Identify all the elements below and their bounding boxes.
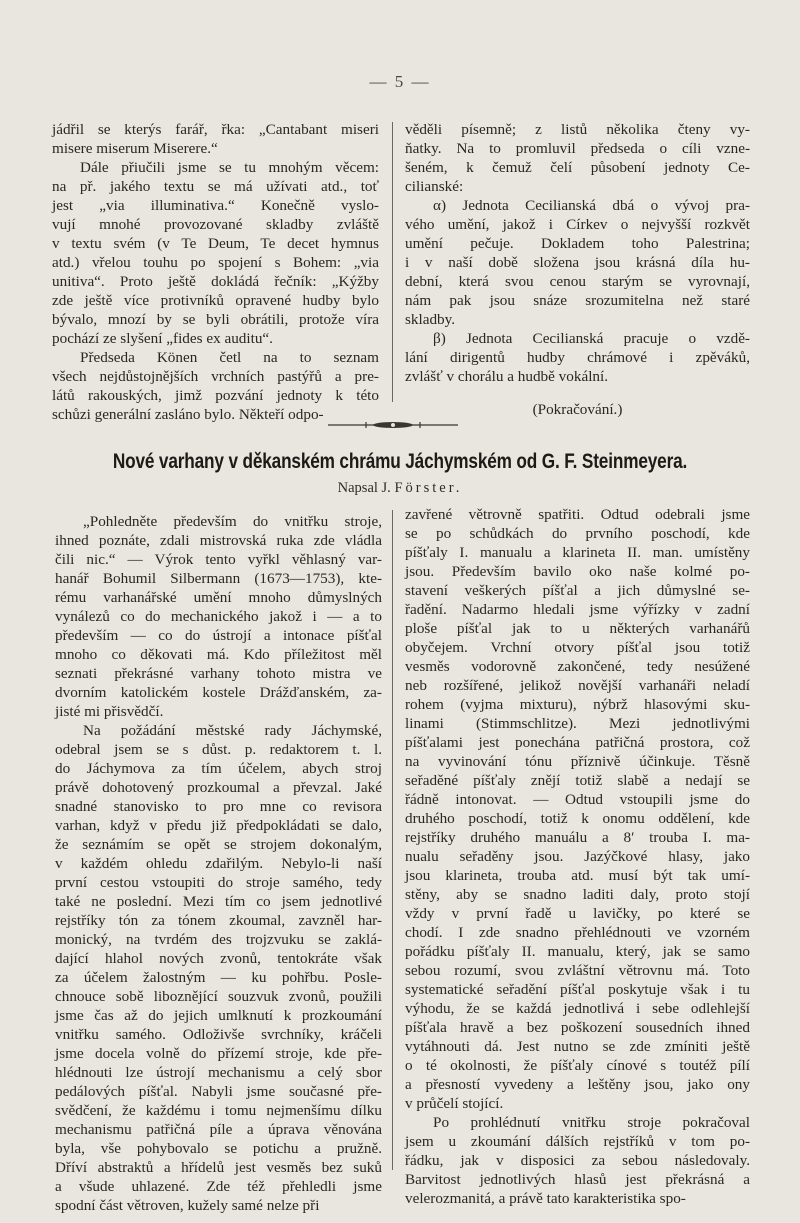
text-line: vého umění, jakož i Církev o nejvyšší rozkvět (405, 216, 750, 233)
text-line: linami (Stimmschlitze). Mezi jednotlivými (405, 715, 750, 732)
byline-prefix: Napsal J. (337, 480, 391, 496)
text-line: se po schůdkách do prvního poschodí, kde (405, 525, 750, 542)
text-line: na vyvinování tónu příznivě účinkuje. Těsně (405, 753, 750, 770)
text-line: obyčejem. Vrchní otvory píšťal jsou totiž (405, 639, 750, 656)
text-line: v textu svém (v Te Deum, Te decet hymnus (52, 235, 379, 252)
text-line: chnouce sobě libozněјící souzvuk zvonů, použili (55, 988, 382, 1005)
text-line: jsme čas až do jejich umlknutí k prozkoumání (55, 1007, 382, 1024)
text-line: jsem u zkoumání dálších rejstříků v tom po- (405, 1133, 750, 1150)
text-line: vesměs vodorovně zakončené, tedy nesúžené (405, 658, 750, 675)
continuation-note-wrap (405, 388, 750, 419)
text-line: dající hlahol nových zvonů, tentokráte však (55, 950, 382, 967)
text-line: píšťaly I. manualu a klarineta II. man. umístěny (405, 544, 750, 561)
text-line: vují mnohé provozované skladby zvláště (52, 216, 379, 233)
text-line: i v naší době složena jsou krásná díla hu- (405, 254, 750, 271)
article-title: Nové varhany v děkanském chrámu Jáchymském od G. F. Steinmeyera. (112, 450, 688, 473)
text-line: stavení veškerých píšťal a jich důmyslné se- (405, 582, 750, 599)
text-line: spodní část větroven, kužely samé nelze při (55, 1197, 320, 1214)
text-line: nám pak jsou snáze srozumitelna než staré (405, 292, 750, 309)
text-line: rohem (vyjma mixturu), nýbrž hlasovými sku- (405, 696, 750, 713)
text-line: Na požádání městské rady Jáchymské, (83, 722, 382, 739)
text-line: vždy v první řadě u lavičky, po které se (405, 905, 750, 922)
text-line: věděli písemně; z listů několika čteny vy- (405, 121, 750, 138)
text-line: čili nic.“ — Výrok tento vyřkl věhlasný var- (55, 551, 382, 568)
text-line: stěny, aby se snadno laditi daly, proto stojí (405, 886, 750, 903)
text-line: zavřené větrovně spatřiti. Odtud odebrali jsme (405, 506, 750, 523)
text-line: rejstříky druhého manuálu a 8′ trouba I. ma- (405, 829, 750, 846)
text-line: schůzi generální zasláno bylo. Někteří odpo- (52, 406, 324, 423)
text-line: seřaděné píšťaly znějí totiž slabě a nedají se (405, 772, 750, 789)
text-line: vytáhnouti dá. Jest nutno se zde zmíniti ještě (405, 1038, 750, 1055)
text-line: na př. jakého textu se má užívati atd., toť (52, 178, 379, 195)
text-line: Dále přiučili jsme se tu mnohým věcem: (80, 159, 379, 176)
text-line: za účelem žalostným — ku pohřbu. Posle- (55, 969, 382, 986)
text-line: právě dohotovený prozkoumal a převzal. Jaké (55, 779, 382, 796)
text-line: v průčelí stojící. (405, 1095, 504, 1112)
text-line: neb rozšířené, jelikož novější varhanáři neladí (405, 677, 750, 694)
ornament-divider (328, 420, 458, 430)
text-line: také ne poslední. Mezi tím co jsem jednotlivé (55, 893, 382, 910)
text-line: skladby. (405, 311, 456, 328)
text-line: systematické seřadění píšťal poskytuje však i tu (405, 981, 750, 998)
text-line: jsou. Především bavilo oko naše kolmé po- (405, 563, 750, 580)
column-divider-top (392, 122, 393, 402)
text-line: svědčení, že každému i tomu nejmenšímu dílku (55, 1102, 382, 1119)
text-line: že seznámím se opět se strojem dokonalým, (55, 836, 382, 853)
text-line: o té okolnosti, že píšťaly cínové s toutéž pílí (405, 1057, 750, 1074)
text-line: rému varhanářské umění mnoho důmyslných (55, 589, 382, 606)
article-byline (0, 480, 800, 497)
text-line: jsme docela volně do přízemí stroje, kde pře- (55, 1045, 382, 1062)
text-line: ihned poznáte, zdali mistrovská ruka zde vládla (55, 532, 382, 549)
text-line: v každém ohledu zdařilým. Nebylo-li naší (55, 855, 382, 872)
ornament-dot (391, 423, 395, 427)
text-line: dvorním katolickém kostele Drážďanském, za- (55, 684, 382, 701)
text-line: řádku, jak v disposici za sebou následovaly. (405, 1152, 750, 1169)
text-line: hanář Bohumil Silbermann (1673—1753), kte- (55, 570, 382, 587)
text-line: Barvitost jednotlivých hlasů jest překrásná a (405, 1171, 750, 1188)
text-line: všech nejdůstojnějších vrchních pastýřů a pre- (52, 368, 379, 385)
text-line: a všude uhlazené. Zde též přehledli jsme (55, 1178, 382, 1195)
text-line: jádřil se kterýs farář, řka: „Cantabant miseri (52, 121, 379, 138)
text-line: nualu seřaděny jsou. Jazýčkové hlasy, jako (405, 848, 750, 865)
text-line: jisté mi přisvědčí. (55, 703, 164, 720)
text-line: řádně intonovat. — Odtud vstoupili jsme do (405, 791, 750, 808)
text-line: lání dirigentů hudby chrámové i zpěváků, (405, 349, 750, 366)
text-line: ňatky. Na to promluvil předseda o cíli vzne- (405, 140, 750, 157)
text-line: pedálových píšťal. Nabyli jsme současné pře- (55, 1083, 382, 1100)
text-line: bývalo, mnozí by se byli obrátili, protože víra (52, 311, 379, 328)
text-line: snadné stanovisko to pro mne co revisora (55, 798, 382, 815)
text-line: jsou klarineta, trouba atd. musí být tak umí- (405, 867, 750, 884)
text-line: byla, vše pohybovalo se potichu a pružně. (55, 1140, 382, 1157)
text-line: odebral jsem se s důst. p. redaktorem t. l. (55, 741, 382, 758)
top-left-column (52, 120, 379, 424)
text-line: pochází ze slyšení „fides ex auditu“. (52, 330, 273, 347)
byline-author: Förster. (394, 480, 463, 496)
text-line: atd.) vřelou touhu po spojení s Bohem: „via (52, 254, 379, 271)
text-line: monický, na tvrdém des trojzvuku se zaklá- (55, 931, 382, 948)
text-line: velerozmanitá, a právě tato karakteristika spo- (405, 1190, 686, 1207)
continuation-note: (Pokračování.) (532, 401, 623, 418)
text-line: mechanismu patřičná píle a úprava věnována (55, 1121, 382, 1138)
text-line: β) Jednota Cecilianská pracuje o vzdě- (433, 330, 750, 347)
text-line: šeném, k čemuž čelí působení jednoty Ce- (405, 159, 750, 176)
text-line: zde ještě více protivníků opravené hudby bylo (52, 292, 379, 309)
text-line: druhého poschodí, totiž k onomu oddělení, kde (405, 810, 750, 827)
text-line: zvlášť v chorálu a hudbě vokální. (405, 368, 609, 385)
text-line: sebou rozumí, svou zvláštní větrovnu má. Toto (405, 962, 750, 979)
text-line: Dříví abstraktů a hřídelů jest vesměs bez suků (55, 1159, 382, 1176)
text-line: Po prohlédnutí vnitřku stroje pokračoval (433, 1114, 750, 1131)
text-line: píšťalami jest ponechána patřičná prostora, což (405, 734, 750, 751)
text-line: výhodu, že se každá jednotlivá i sebe odlehlejší (405, 1000, 750, 1017)
text-line: vynálezů co do mechanického jakož i — a to (55, 608, 382, 625)
column-divider-bottom (392, 510, 393, 1170)
bottom-right-column (405, 505, 750, 1208)
text-line: „Pohledněte především do vnitřku stroje, (83, 513, 382, 530)
text-line: varhan, když v předu již předpokládati se dalo, (55, 817, 382, 834)
top-right-column (405, 120, 750, 386)
text-line: ploše píšťal jak to u některých varhanářů (405, 620, 750, 637)
text-line: mnoho co děkovati má. Kdo příležitost měl (55, 646, 382, 663)
text-line: seznati překrásné varhany tohoto mistra ve (55, 665, 382, 682)
text-line: chodí. I zde snadno přehlédnouti ve vzorném (405, 924, 750, 941)
text-line: umění pečuje. Dokladem toho Palestrina; (405, 235, 750, 252)
page-number: — 5 — (369, 72, 431, 91)
text-line: cilianské: (405, 178, 464, 195)
text-line: dební, která svou cenou starým se vyrovnají, (405, 273, 750, 290)
text-line: unitiva“. Proto ještě dokládá řečník: „Kýžby (52, 273, 379, 290)
text-line: misere miserum Miserere.“ (52, 140, 218, 157)
text-line: α) Jednota Cecilianská dbá o vývoj pra- (433, 197, 750, 214)
text-line: jest „via illuminativa.“ Konečně vyslo- (52, 197, 379, 214)
text-line: řadění. Nadarmo hledali jsme výřízky v zadní (405, 601, 750, 618)
text-line: vnitřku samého. Odloživše svrchníky, kráčeli (55, 1026, 382, 1043)
text-line: a přesností vyvedeny a leštěny jsou, jako ony (405, 1076, 750, 1093)
text-line: do Jáchymova za tím účelem, abych stroj (55, 760, 382, 777)
text-line: rejstříky tón za tónem zkoumal, zavzněl har- (55, 912, 382, 929)
bottom-left-column (55, 512, 382, 1215)
text-line: pořádku píšťaly II. manualu, který, jak se samo (405, 943, 750, 960)
text-line: hlédnouti lze ústrojí mechanismu a celý sbor (55, 1064, 382, 1081)
text-line: píšťala hravě a bez poškození sousedních ihned (405, 1019, 750, 1036)
text-line: látů rakouských, jimž pozvání jednoty k této (52, 387, 379, 404)
text-line: první cestou vstoupiti do stroje samého, tedy (55, 874, 382, 891)
text-line: především — co do ústrojí a intonace píšťal (55, 627, 382, 644)
text-line: Předseda Könen četl na to seznam (80, 349, 379, 366)
